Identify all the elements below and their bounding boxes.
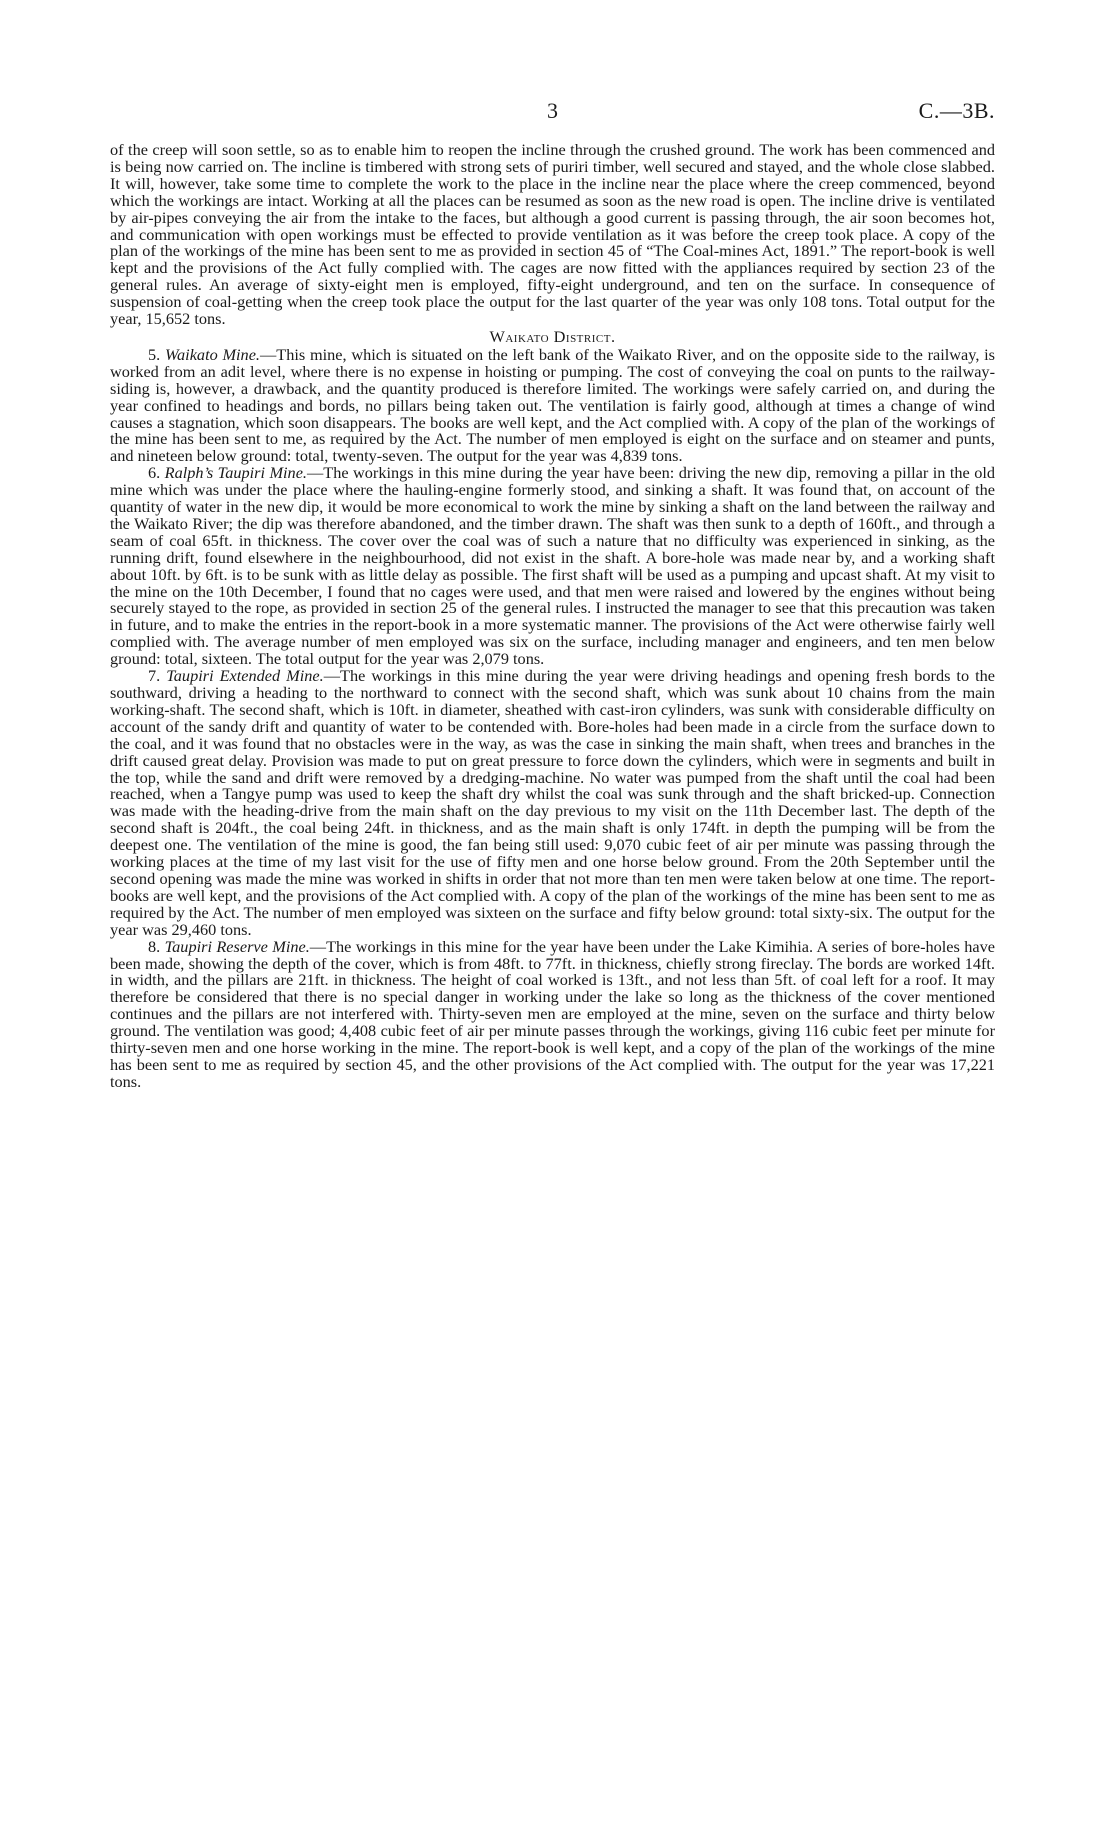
mine-text: —The workings in this mine during the year were driving headings and opening fresh bords to the southward, driving a heading to the northward to connect with the second shaft, which was sunk about 10 chains from the main working-shaft. The second shaft, which is 10ft. in diameter, sheathed with cast-iron cylinders, was sunk with considerable difficulty on account of the sandy drift and quantity of water to be contended with. Bore-holes had been made in a circle from the surface down to the coal, and it was found that no obstacles were in the way, as was the case in sinking the main shaft, when trees and branches in the drift caused great delay. Provision was made to put on great pressure to force down the cylinders, which were in segments and built in the top, while the sand and drift were removed by a dredging-machine. No water was pumped from the shaft until the coal had been reached, when a Tangye pump was used to keep the shaft dry whilst the coal was sunk through and the shaft bricked-up. Connection was made with the heading-drive from the main shaft on the day previous to my visit on the 11th December last. The depth of the second shaft is 204ft., the coal being 24ft. in thickness, and as the main shaft is only 174ft. in depth the pumping will be from the deepest one. The ventilation of the mine is good, the fan being still used: 9,070 cubic feet of air per minute was passing through the working places at the time of my last visit for the use of fifty men and one horse below ground. From the 20th September until the second opening was made the mine was worked in shifts in order that not more than ten men were taken below at one time. The report-books are well kept, and the provisions of the Act complied with. A copy of the plan of the workings of the mine has been sent to me as required by the Act. The number of men employed was sixteen on the surface and fifty below ground: total sixty-six. The output for the year was 29,460 tons. <box>110 666 995 939</box>
page-number: 3 <box>547 98 558 123</box>
page-header <box>110 98 995 128</box>
mine-paragraph-ralphs-taupiri <box>110 465 995 668</box>
mine-text: —This mine, which is situated on the left bank of the Waikato River, and on the opposite side to the railway, is worked from an adit level, where there is no expense in hoisting or pumping. The cost of conveying the coal on punts to the railway-siding is, however, a drawback, and the quantity produced is therefore limited. The workings were safely carried on, and during the year confined to headings and bords, no pillars being taken out. The ventilation is fairly good, although at times a change of wind causes a stagnation, which soon disappears. The books are well kept, and the Act complied with. A copy of the plan of the workings of the mine has been sent to me, as required by the Act. The number of men employed is eight on the surface and on steamer and punts, and nineteen below ground: total, twenty-seven. The output for the year was 4,839 tons. <box>110 344 996 466</box>
report-body <box>110 142 995 1091</box>
continuation-paragraph: of the creep will soon settle, so as to enable him to reopen the incline through the crushed ground. The work has been commenced and is being now carried on. The incline is timbered with strong sets of puriri timber, well secured and stayed, and the whole close slabbed. It will, however, take some time to complete the work to the place in the incline near the place where the creep commenced, beyond which the workings are intact. Working at all the places can be resumed as soon as the new road is open. The incline drive is ventilated by air-pipes conveying the air from the intake to the faces, but although a good current is passing through, the air soon becomes hot, and communication with open workings must be effected to provide ventilation as it was before the creep took place. A copy of the plan of the workings of the mine has been sent to me as provided in section 45 of “The Coal-mines Act, 1891.” The report-book is well kept and the provisions of the Act fully complied with. The cages are now fitted with the appliances required by section 23 of the general rules. An average of sixty-eight men is employed, fifty-eight underground, and ten on the surface. In consequence of suspension of coal-getting when the creep took place the output for the last quarter of the year was only 108 tons. Total output for the year, 15,652 tons. <box>110 140 995 329</box>
mine-name: Taupiri Extended Mine. <box>166 666 324 686</box>
mine-name: Ralph’s Taupiri Mine. <box>164 463 307 483</box>
mine-number: 7. <box>148 666 161 686</box>
section-heading: Waikato District. <box>489 326 616 346</box>
document-reference: C.—3B. <box>918 98 995 123</box>
mine-name: Taupiri Reserve Mine. <box>164 936 310 956</box>
mine-number: 8. <box>148 936 161 956</box>
mine-text: —The workings in this mine for the year have been under the Lake Kimihia. A series of bore-holes have been made, showing the depth of the cover, which is from 48ft. to 77ft. in thickness, chiefly strong fireclay. The bords are worked 14ft. in width, and the pillars are 21ft. in thickness. The height of coal worked is 13ft., and not less than 5ft. of coal left for a roof. It may therefore be considered that there is no special danger in working under the lake so long as the thickness of the cover mentioned continues and the pillars are not interfered with. Thirty-seven men are employed at the mine, seven on the surface and thirty below ground. The ventilation was good; 4,408 cubic feet of air per minute passes through the workings, giving 116 cubic feet per minute for thirty-seven men and one horse working in the mine. The report-book is well kept, and a copy of the plan of the workings of the mine has been sent to me as required by section 45, and the other provisions of the Act complied with. The output for the year was 17,221 tons. <box>110 936 995 1091</box>
mine-number: 6. <box>148 463 161 483</box>
mine-paragraph-taupiri-reserve <box>110 936 995 1091</box>
mine-name: Waikato Mine. <box>164 344 260 364</box>
mine-number: 5. <box>148 344 161 364</box>
mine-paragraph-taupiri-extended <box>110 668 995 939</box>
mine-text: —The workings in this mine during the year have been: driving the new dip, removing a pillar in the old mine which was under the place where the hauling-engine formerly stood, and sinking a shaft. It was found that, on account of the quantity of water in the new dip, it would be more economical to work the mine by sinking a shaft on the land between the railway and the Waikato River; the dip was therefore abandoned, and the timber drawn. The shaft was then sunk to a depth of 160ft., and through a seam of coal 65ft. in thickness. The cover over the coal was of such a nature that no difficulty was experienced in sinking, as the running drift, found elsewhere in the neighbourhood, did not exist in the shaft. A bore-hole was made near by, and a working shaft about 10ft. by 6ft. is to be sunk with as little delay as possible. The first shaft will be used as a pumping and upcast shaft. At my visit to the mine on the 10th December, I found that no cages were used, and that men were raised and lowered by the engines without being securely stayed to the rope, as provided in section 25 of the general rules. I instructed the manager to see that this precaution was taken in future, and to make the entries in the report-book in a more systematic manner. The provisions of the Act were otherwise fairly well complied with. The average number of men employed was six on the surface, including manager and engineers, and ten men below ground: total, sixteen. The total output for the year was 2,079 tons. <box>110 463 996 669</box>
mine-paragraph-waikato <box>110 344 996 466</box>
